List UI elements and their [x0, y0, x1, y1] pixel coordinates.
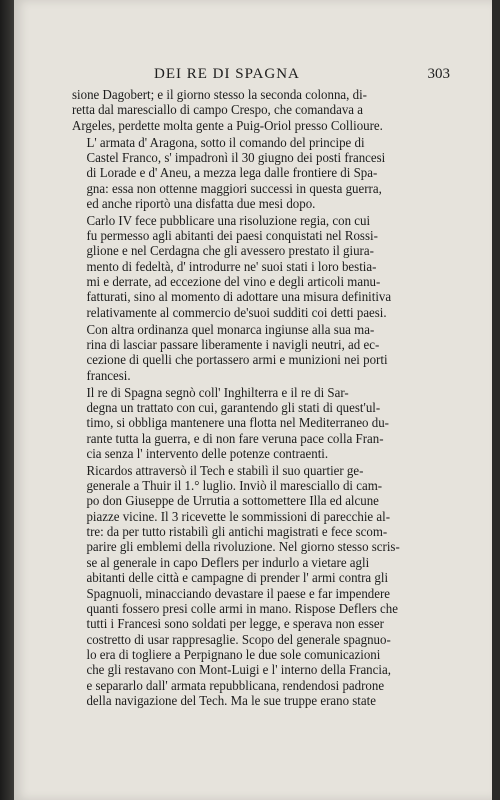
text-line: rina di lasciar passare liberamente i navigli neutri, ad ec- — [86, 337, 380, 352]
text-line: Castel Franco, s' impadronì il 30 giugno dei posti francesi — [86, 149, 386, 165]
text-line: Spagnuoli, minacciando devastare il paese e far impendere — [86, 585, 391, 601]
text-line: generale a Thuir il 1.° luglio. Inviò il maresciallo di cam- — [86, 478, 383, 494]
paragraph — [72, 135, 390, 212]
paragraph — [72, 385, 390, 462]
text-line: ed anche riportò una disfatta due mesi dopo. — [86, 195, 316, 211]
text-line: costretto di usar rappresaglie. Scopo del generale spagnuo- — [86, 631, 391, 647]
body-text — [72, 87, 400, 710]
paragraph — [72, 462, 400, 709]
text-line: degna un trattato con cui, garantendo gli stati di quest'ul- — [86, 399, 381, 415]
text-line: gna: essa non ottenne maggiori successi in questa guerra, — [86, 180, 382, 196]
text-line: Ricardos attraversò il Tech e stabilì il suo quartier ge- — [86, 462, 364, 478]
text-line: piazze vicine. Il 3 ricevette le sommissioni di parecchie al- — [86, 508, 391, 524]
text-line: Con altra ordinanza quel monarca ingiunse alla sua ma- — [86, 321, 375, 337]
text-line: cia senza l' intervento delle potenze contraenti. — [86, 445, 329, 461]
text-line: L' armata d' Aragona, sotto il comando del principe di — [86, 134, 365, 150]
text-line: fu permesso agli abitanti dei paesi conquistati nel Rossi- — [86, 228, 378, 244]
text-line: francesi. — [86, 367, 131, 383]
running-title: DEI RE DI SPAGNA — [154, 66, 300, 82]
text-line: fatturati, sino al momento di adottare una misura definitiva — [86, 289, 392, 305]
text-line: lo era di togliere a Perpignano le due sole comunicazioni — [86, 646, 381, 662]
text-line: cezione di quelli che portassero armi e munizioni nei porti — [86, 352, 388, 368]
book-page — [14, 0, 492, 800]
text-line: timo, si obbliga mantenere una flotta nel Mediterraneo du- — [86, 415, 389, 431]
text-line: Carlo IV fece pubblicare una risoluzione regia, con cui — [86, 212, 371, 228]
paragraph — [72, 322, 390, 383]
text-line: po don Giuseppe de Urrutia a sottomettere Illa ed alcune — [86, 493, 379, 509]
text-line: retta dal maresciallo di campo Crespo, che comandava a — [72, 102, 363, 118]
text-line: mento di fedeltà, d' introdurre ne' suoi stati i loro bestia- — [86, 258, 377, 274]
text-line: glione e nel Cerdagna che gli avessero prestato il giura- — [86, 243, 374, 259]
text-line: abitanti delle città e campagne di prender l' armi contra gli — [86, 570, 389, 586]
text-line: di Lorade e d' Aneu, a mezza lega dalle frontiere di Spa- — [86, 165, 378, 181]
text-line: parire gli emblemi della rivoluzione. Nel giorno stesso scris- — [86, 539, 400, 555]
text-line: della navigazione del Tech. Ma le sue truppe erano state — [86, 692, 376, 708]
text-line: Il re di Spagna segnò coll' Inghilterra e il re di Sar- — [86, 384, 349, 400]
paragraph — [72, 87, 390, 133]
text-line: quanti fossero presi colle armi in mano. Rispose Deflers che — [86, 600, 398, 616]
paragraph — [72, 213, 390, 320]
text-line: mi e derrate, ad eccezione del vino e degli articoli manu- — [86, 274, 381, 290]
text-line: sione Dagobert; e il giorno stesso la seconda colonna, di- — [72, 87, 367, 102]
page-header — [74, 66, 450, 88]
page-number: 303 — [427, 66, 450, 82]
text-line: Argeles, perdette molta gente a Puig-Oriol presso Collioure. — [72, 117, 383, 133]
text-line: relativamente al commercio de'suoi sudditi coi detti paesi. — [86, 304, 387, 320]
text-line: e separarlo dall' armata repubblicana, rendendosi padrone — [86, 677, 385, 693]
text-line: tre: da per tutto ristabilì gli antichi magistrati e fece scom- — [86, 524, 388, 540]
text-line: se al generale in capo Deflers per indurlo a vietare agli — [86, 554, 370, 570]
text-line: che gli restavano con Mont-Luigi e l' interno della Francia, — [86, 662, 391, 678]
book-spine-shadow — [0, 0, 14, 800]
text-line: tutti i Francesi sono soldati per legge, e sperava non esser — [86, 616, 384, 632]
text-line: rante tutta la guerra, e di non fare veruna pace colla Fran- — [86, 430, 384, 446]
